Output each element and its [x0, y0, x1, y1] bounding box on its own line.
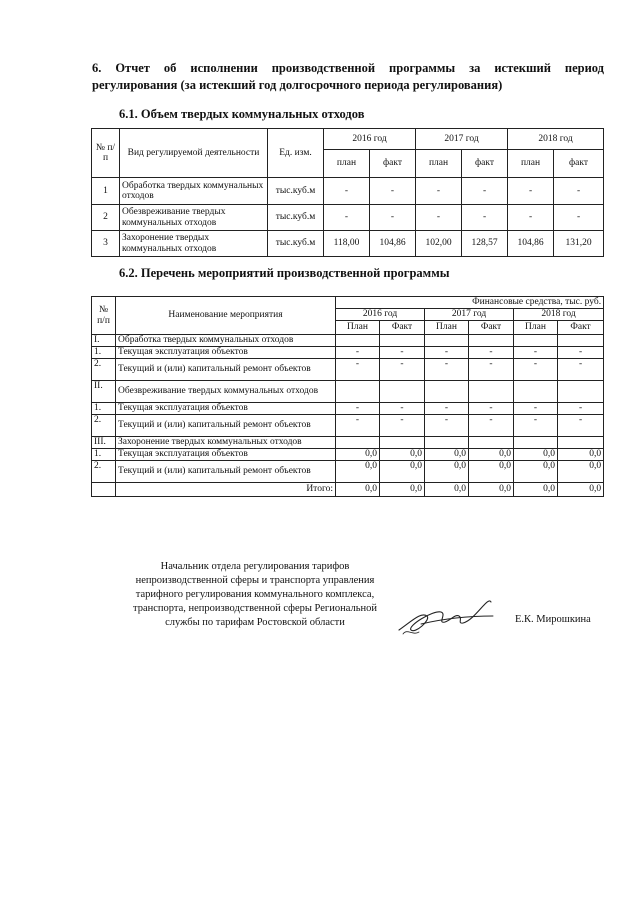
- cell-value: -: [558, 347, 604, 359]
- cell-value: -: [416, 205, 462, 231]
- signatory-name: Е.К. Мирошкина: [515, 614, 591, 625]
- row-num: 1.: [92, 403, 116, 415]
- cell-value: -: [558, 403, 604, 415]
- cell-value: -: [336, 359, 380, 381]
- table-row: [92, 415, 604, 437]
- position-line: тарифного регулирования коммунального комплекса,: [135, 589, 375, 600]
- header-fact: факт: [554, 150, 604, 178]
- position-line: службы по тарифам Ростовской области: [165, 617, 345, 628]
- cell-value: -: [336, 403, 380, 415]
- cell-value: -: [508, 205, 554, 231]
- heading-line-1: 6. Отчет об исполнении производственной программы за истекший период: [92, 61, 604, 75]
- cell-value: 0,0: [558, 449, 604, 461]
- cell-value: -: [514, 359, 558, 381]
- cell-value: -: [425, 347, 469, 359]
- row-kind: Обработка твердых коммунальных отходов: [120, 178, 268, 205]
- table-row: [92, 403, 604, 415]
- row-name: Текущий и (или) капитальный ремонт объектов: [116, 461, 336, 483]
- table-row-group: [92, 335, 604, 347]
- row-kind: Захоронение твердых коммунальных отходов: [120, 231, 268, 257]
- header-plan: план: [416, 150, 462, 178]
- total-value: 0,0: [469, 483, 514, 497]
- header-year-2018: 2018 год: [514, 309, 604, 321]
- table-row: [92, 178, 604, 205]
- header-year-2018: 2018 год: [508, 129, 604, 150]
- cell-value: -: [336, 415, 380, 437]
- position-line: транспорта, непроизводственной сферы Региональной: [132, 603, 377, 614]
- row-num: II.: [92, 381, 116, 403]
- cell-value: 104,86: [370, 231, 416, 257]
- handwritten-signature: [393, 590, 503, 640]
- row-name: Текущая эксплуатация объектов: [116, 449, 336, 461]
- cell-value: -: [508, 178, 554, 205]
- cell-value: -: [380, 359, 425, 381]
- row-unit: тыс.куб.м: [268, 205, 324, 231]
- header-fact: Факт: [469, 321, 514, 335]
- header-plan: план: [508, 150, 554, 178]
- section-6-1-title: 6.1. Объем твердых коммунальных отходов: [119, 107, 365, 121]
- header-fact: факт: [370, 150, 416, 178]
- table-row: [92, 231, 604, 257]
- cell-value: 104,86: [508, 231, 554, 257]
- row-num: 2.: [92, 415, 116, 437]
- cell-value: -: [324, 178, 370, 205]
- row-num: 2.: [92, 359, 116, 381]
- cell-value: -: [469, 415, 514, 437]
- header-plan: план: [324, 150, 370, 178]
- total-value: 0,0: [380, 483, 425, 497]
- cell-value: -: [380, 403, 425, 415]
- row-name: Текущая эксплуатация объектов: [116, 403, 336, 415]
- section-6-heading: [92, 60, 604, 94]
- cell-value: -: [370, 178, 416, 205]
- header-num: № п/п: [92, 297, 116, 335]
- header-fact: Факт: [380, 321, 425, 335]
- cell-value: -: [380, 347, 425, 359]
- cell-value: -: [462, 205, 508, 231]
- cell-value: -: [469, 347, 514, 359]
- total-value: 0,0: [558, 483, 604, 497]
- cell-value: 0,0: [514, 461, 558, 483]
- header-unit: Ед. изм.: [268, 129, 324, 178]
- table-row-group: [92, 437, 604, 449]
- volume-table: [91, 128, 604, 257]
- header-finance: Финансовые средства, тыс. руб.: [336, 297, 604, 309]
- table-row: [92, 359, 604, 381]
- cell-value: 118,00: [324, 231, 370, 257]
- cell-value: 102,00: [416, 231, 462, 257]
- cell-value: -: [370, 205, 416, 231]
- cell-value: -: [558, 415, 604, 437]
- row-num: I.: [92, 335, 116, 347]
- header-plan: План: [514, 321, 558, 335]
- position-line: Начальник отдела регулирования тарифов: [160, 561, 350, 572]
- cell-value: 0,0: [558, 461, 604, 483]
- header-plan: План: [336, 321, 380, 335]
- header-year-2017: 2017 год: [425, 309, 514, 321]
- cell-value: -: [425, 403, 469, 415]
- cell-value: -: [425, 415, 469, 437]
- total-value: 0,0: [425, 483, 469, 497]
- header-year-2017: 2017 год: [416, 129, 508, 150]
- cell-value: 131,20: [554, 231, 604, 257]
- row-name: Захоронение твердых коммунальных отходов: [116, 437, 336, 449]
- cell-value: -: [514, 415, 558, 437]
- header-kind: Вид регулируемой деятельности: [120, 129, 268, 178]
- cell-value: 0,0: [469, 461, 514, 483]
- cell-value: -: [554, 178, 604, 205]
- cell-value: 0,0: [336, 449, 380, 461]
- section-6-2-title: 6.2. Перечень мероприятий производственной программы: [119, 266, 450, 280]
- cell-value: 0,0: [425, 461, 469, 483]
- table-row-group: [92, 381, 604, 403]
- cell-value: -: [514, 347, 558, 359]
- cell-value: 0,0: [469, 449, 514, 461]
- table-row-total: [92, 483, 604, 497]
- table-row: [92, 449, 604, 461]
- row-name: Текущая эксплуатация объектов: [116, 347, 336, 359]
- cell-value: -: [425, 359, 469, 381]
- cell-value: 0,0: [336, 461, 380, 483]
- cell-value: 0,0: [425, 449, 469, 461]
- table-row: [92, 205, 604, 231]
- heading-line-2: регулирования (за истекший год долгосрочного периода регулирования): [92, 78, 503, 92]
- row-name: Обработка твердых коммунальных отходов: [116, 335, 336, 347]
- row-unit: тыс.куб.м: [268, 178, 324, 205]
- cell-value: 128,57: [462, 231, 508, 257]
- cell-value: -: [469, 359, 514, 381]
- row-unit: тыс.куб.м: [268, 231, 324, 257]
- table-row: [92, 461, 604, 483]
- cell-value: 0,0: [380, 461, 425, 483]
- row-num: 1.: [92, 347, 116, 359]
- cell-value: -: [469, 403, 514, 415]
- header-name: Наименование мероприятия: [116, 297, 336, 335]
- cell-value: 0,0: [380, 449, 425, 461]
- row-num: III.: [92, 437, 116, 449]
- header-year-2016: 2016 год: [336, 309, 425, 321]
- total-value: 0,0: [336, 483, 380, 497]
- table-row: [92, 347, 604, 359]
- header-num: № п/п: [92, 129, 120, 178]
- row-num: 1.: [92, 449, 116, 461]
- header-fact: факт: [462, 150, 508, 178]
- row-num: 3: [92, 231, 120, 257]
- cell-value: -: [416, 178, 462, 205]
- cell-value: -: [380, 415, 425, 437]
- header-plan: План: [425, 321, 469, 335]
- cell-value: -: [462, 178, 508, 205]
- header-year-2016: 2016 год: [324, 129, 416, 150]
- position-line: непроизводственной сферы и транспорта управления: [135, 575, 375, 586]
- cell-value: -: [558, 359, 604, 381]
- row-num: 2.: [92, 461, 116, 483]
- total-value: 0,0: [514, 483, 558, 497]
- row-name: Текущий и (или) капитальный ремонт объектов: [116, 359, 336, 381]
- row-name: Текущий и (или) капитальный ремонт объектов: [116, 415, 336, 437]
- signatory-position: [110, 560, 400, 630]
- row-name: Обезвреживание твердых коммунальных отходов: [116, 381, 336, 403]
- cell-value: 0,0: [514, 449, 558, 461]
- header-fact: Факт: [558, 321, 604, 335]
- cell-value: -: [514, 403, 558, 415]
- row-num: 1: [92, 178, 120, 205]
- cell-value: -: [336, 347, 380, 359]
- row-num: 2: [92, 205, 120, 231]
- cell-value: -: [554, 205, 604, 231]
- row-kind: Обезвреживание твердых коммунальных отходов: [120, 205, 268, 231]
- cell-value: -: [324, 205, 370, 231]
- measures-table: [91, 296, 604, 497]
- total-label: Итого:: [116, 483, 336, 497]
